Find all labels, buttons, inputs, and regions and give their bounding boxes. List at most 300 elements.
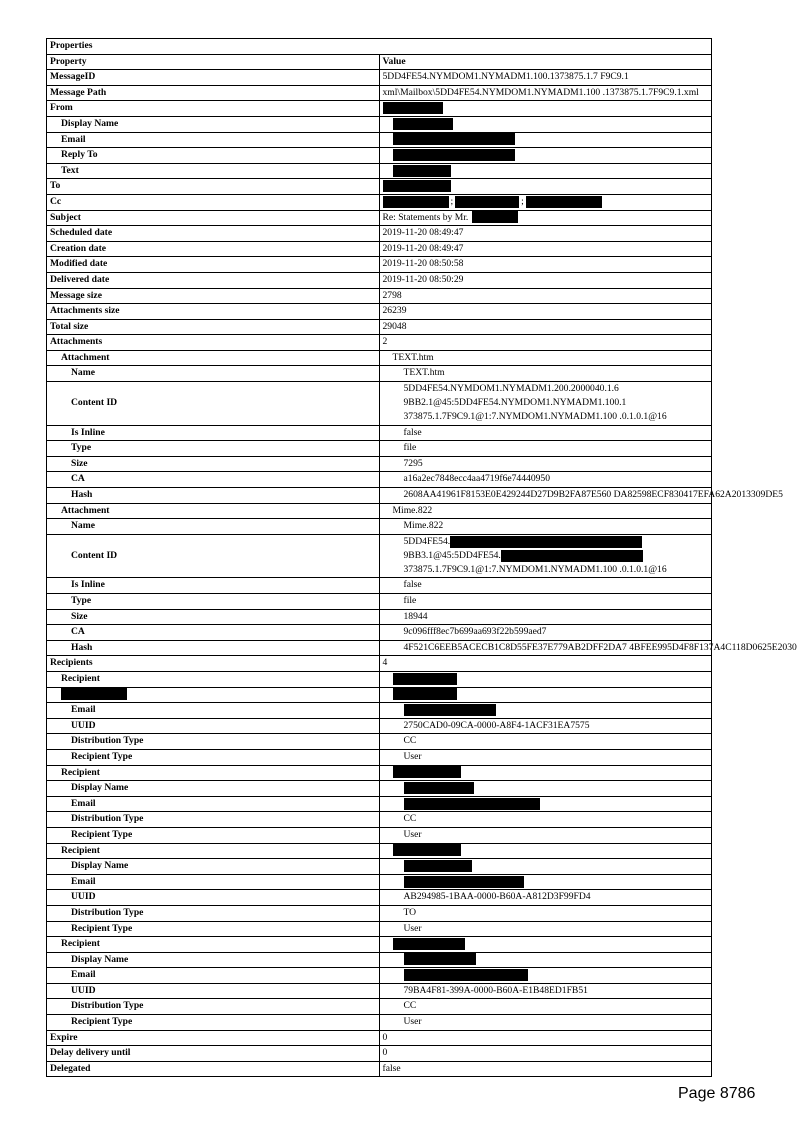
- value-cell: [379, 1061, 712, 1077]
- property-label: Recipient Type: [71, 750, 133, 762]
- value-cell: [379, 656, 712, 672]
- value-cell: [379, 257, 712, 273]
- value-text: User: [403, 750, 422, 762]
- property-label: Message size: [50, 289, 102, 301]
- redaction-block: [383, 196, 449, 208]
- property-column-header: Property: [47, 54, 380, 70]
- value-text: 29048: [382, 320, 407, 332]
- value-cell: [379, 366, 712, 382]
- property-cell: [47, 503, 380, 519]
- property-cell: [47, 534, 380, 578]
- property-label: Total size: [50, 320, 89, 332]
- property-label: Content ID: [71, 550, 118, 562]
- property-label: Attachments: [50, 336, 103, 348]
- value-cell: [379, 350, 712, 366]
- value-cell: [379, 382, 712, 426]
- property-label: Display Name: [71, 860, 129, 872]
- property-label: Text: [61, 164, 79, 176]
- value-cell: [379, 703, 712, 719]
- redaction-block: [393, 165, 451, 177]
- property-label: Creation date: [50, 242, 107, 254]
- table-row: [47, 319, 712, 335]
- value-cell: [379, 1030, 712, 1046]
- property-cell: [47, 425, 380, 441]
- value-text: User: [403, 922, 422, 934]
- property-cell: [47, 116, 380, 132]
- value-text: 79BA4F81-399A-0000-B60A-E1B48ED1FB51: [403, 984, 588, 996]
- property-label: Recipient Type: [71, 1016, 133, 1028]
- value-text: CC: [403, 813, 417, 825]
- value-column-header: Value: [379, 54, 712, 70]
- property-cell: [47, 488, 380, 504]
- value-text: 0: [382, 1047, 388, 1059]
- table-row: [47, 241, 712, 257]
- value-text: 2: [382, 336, 388, 348]
- property-cell: [47, 843, 380, 859]
- redaction-block: [393, 673, 457, 685]
- redaction-block: [404, 860, 472, 872]
- value-line: [404, 410, 712, 424]
- redaction-block: [404, 876, 524, 888]
- value-cell: [379, 781, 712, 797]
- table-row: [47, 335, 712, 351]
- property-label: Email: [71, 875, 96, 887]
- property-cell: [47, 625, 380, 641]
- value-cell: [379, 210, 712, 226]
- value-cell: [379, 594, 712, 610]
- value-text: 2019-11-20 08:50:58: [382, 258, 464, 270]
- table-row: [47, 70, 712, 86]
- redaction-block: [404, 953, 476, 965]
- property-label: Recipient: [61, 766, 100, 778]
- property-label: Delegated: [50, 1062, 91, 1074]
- value-cell: [379, 672, 712, 688]
- property-cell: [47, 921, 380, 937]
- redaction-block: [393, 133, 515, 145]
- property-cell: [47, 609, 380, 625]
- property-cell: [47, 472, 380, 488]
- table-row: [47, 488, 712, 504]
- redaction-block: [404, 782, 474, 794]
- property-cell: [47, 874, 380, 890]
- value-cell: [379, 226, 712, 242]
- value-cell: [379, 70, 712, 86]
- property-label: Distribution Type: [71, 735, 144, 747]
- table-row: [47, 625, 712, 641]
- property-label: Name: [71, 520, 95, 532]
- value-cell: [379, 718, 712, 734]
- property-label: Scheduled date: [50, 227, 113, 239]
- value-text: CC: [403, 735, 417, 747]
- table-title: Properties: [47, 39, 712, 55]
- table-row: [47, 1015, 712, 1031]
- table-row: [47, 148, 712, 164]
- value-text: 373875.1.7F9C9.1@1:7.NYMDOM1.NYMADM1.100 .0.1.0.1@16: [403, 411, 667, 423]
- value-text: 2798: [382, 289, 402, 301]
- value-text: 26239: [382, 305, 407, 317]
- property-label: Name: [71, 367, 95, 379]
- property-cell: [47, 70, 380, 86]
- table-row: [47, 999, 712, 1015]
- table-row: [47, 1061, 712, 1077]
- property-cell: [47, 827, 380, 843]
- value-text: TEXT.htm: [392, 351, 434, 363]
- property-label: Type: [71, 595, 92, 607]
- property-label: From: [50, 102, 73, 114]
- redaction-block: [404, 704, 496, 716]
- property-label: Is Inline: [71, 426, 105, 438]
- property-cell: [47, 749, 380, 765]
- value-cell: [379, 874, 712, 890]
- property-cell: [47, 703, 380, 719]
- value-cell: [379, 488, 783, 504]
- value-text: 5DD4FE54.: [403, 535, 451, 547]
- value-cell: [379, 859, 712, 875]
- table-row: [47, 905, 712, 921]
- property-cell: [47, 519, 380, 535]
- value-text: 18944: [403, 610, 428, 622]
- property-label: Recipient: [61, 673, 100, 684]
- property-cell: [47, 687, 380, 703]
- table-row: [47, 441, 712, 457]
- property-cell: [47, 132, 380, 148]
- value-cell: [379, 179, 712, 195]
- value-line: [404, 535, 712, 549]
- value-cell: [379, 85, 712, 101]
- value-text: Re: Statements by Mr.: [382, 211, 469, 223]
- value-cell: [379, 534, 712, 578]
- table-row: [47, 843, 712, 859]
- table-row: [47, 734, 712, 750]
- property-cell: [47, 257, 380, 273]
- value-text: 5DD4FE54.NYMDOM1.NYMADM1.100.1373875.1.7 F9C9.1: [382, 71, 629, 83]
- table-row: [47, 672, 712, 688]
- table-row: [47, 796, 712, 812]
- redaction-block: [61, 688, 127, 700]
- property-cell: [47, 672, 380, 688]
- value-text: Mime.822: [403, 520, 444, 532]
- table-row: [47, 781, 712, 797]
- property-label: Email: [71, 704, 96, 716]
- property-cell: [47, 441, 380, 457]
- table-row: [47, 101, 712, 117]
- property-label: Distribution Type: [71, 906, 144, 918]
- property-cell: [47, 812, 380, 828]
- value-cell: [379, 765, 712, 781]
- property-label: Hash: [71, 641, 93, 653]
- property-label: UUID: [71, 984, 96, 996]
- value-cell: [379, 921, 712, 937]
- table-row: [47, 968, 712, 984]
- value-text: User: [403, 828, 422, 840]
- redaction-block: [501, 550, 643, 562]
- value-cell: [379, 163, 712, 179]
- property-label: CA: [71, 473, 85, 485]
- table-row: [47, 304, 712, 320]
- value-text: 2608AA41961F8153E0E429244D27D9B2FA87E560 DA82598ECF830417EFA62A2013309DE5: [403, 489, 783, 501]
- value-cell: [379, 843, 712, 859]
- property-cell: [47, 366, 380, 382]
- value-cell: [379, 519, 712, 535]
- table-row: [47, 194, 712, 210]
- property-cell: [47, 937, 380, 953]
- table-row: [47, 534, 712, 578]
- value-cell: [379, 937, 712, 953]
- value-text: 7295: [403, 457, 423, 469]
- value-cell: [379, 796, 712, 812]
- value-cell: [379, 952, 712, 968]
- property-cell: [47, 1030, 380, 1046]
- separator: ;: [450, 195, 454, 207]
- property-cell: [47, 999, 380, 1015]
- redaction-block: [393, 149, 515, 161]
- table-row: [47, 890, 712, 906]
- value-cell: [379, 749, 712, 765]
- property-cell: [47, 1015, 380, 1031]
- table-row: [47, 163, 712, 179]
- redaction-block: [393, 938, 465, 950]
- table-row: [47, 640, 712, 656]
- property-label: Attachments size: [50, 305, 120, 317]
- property-cell: [47, 163, 380, 179]
- value-cell: [379, 625, 712, 641]
- property-cell: [47, 968, 380, 984]
- property-cell: [47, 640, 380, 656]
- table-row: [47, 257, 712, 273]
- table-row: [47, 382, 712, 426]
- value-text: AB294985-1BAA-0000-B60A-A812D3F99FD4: [403, 891, 591, 903]
- table-row: [47, 116, 712, 132]
- property-cell: [47, 734, 380, 750]
- property-label: Modified date: [50, 258, 108, 270]
- property-cell: [47, 656, 380, 672]
- value-cell: [379, 425, 712, 441]
- table-row: [47, 350, 712, 366]
- table-row: [47, 921, 712, 937]
- property-cell: [47, 594, 380, 610]
- value-cell: [379, 640, 797, 656]
- table-row: [47, 288, 712, 304]
- value-cell: [379, 578, 712, 594]
- value-cell: [379, 472, 712, 488]
- table-row: [47, 132, 712, 148]
- value-text: 2019-11-20 08:49:47: [382, 227, 464, 239]
- property-cell: [47, 890, 380, 906]
- value-text: xml\Mailbox\5DD4FE54.NYMDOM1.NYMADM1.100 .1373875.1.7F9C9.1.xml: [382, 86, 699, 98]
- value-cell: [379, 288, 712, 304]
- table-row: [47, 765, 712, 781]
- property-label: To: [50, 180, 61, 192]
- property-label: Size: [71, 610, 88, 622]
- table-row: [47, 827, 712, 843]
- value-cell: [379, 335, 712, 351]
- property-cell: [47, 319, 380, 335]
- property-label: Distribution Type: [71, 813, 144, 825]
- value-cell: [379, 272, 712, 288]
- value-cell: [379, 304, 712, 320]
- redaction-block: [393, 766, 461, 778]
- value-line: [404, 563, 712, 577]
- table-row: [47, 983, 712, 999]
- properties-table-body: [47, 39, 797, 1077]
- property-cell: [47, 765, 380, 781]
- property-cell: [47, 241, 380, 257]
- property-cell: [47, 1046, 380, 1062]
- property-cell: [47, 796, 380, 812]
- property-label: UUID: [71, 891, 96, 903]
- property-cell: [47, 148, 380, 164]
- value-cell: [379, 812, 712, 828]
- value-text: a16a2ec7848ecc4aa4719f6e74440950: [403, 473, 551, 485]
- property-label: Attachment: [61, 504, 110, 516]
- table-row: [47, 656, 712, 672]
- value-cell: [379, 609, 712, 625]
- table-row: [47, 718, 712, 734]
- property-cell: [47, 226, 380, 242]
- property-cell: [47, 288, 380, 304]
- redaction-block: [526, 196, 602, 208]
- table-row: [47, 937, 712, 953]
- value-cell: [379, 1015, 712, 1031]
- table-row: [47, 594, 712, 610]
- property-label: UUID: [71, 719, 96, 731]
- value-cell: [379, 319, 712, 335]
- table-header-row: [47, 54, 712, 70]
- value-cell: [379, 116, 712, 132]
- value-text: false: [403, 579, 422, 591]
- value-text: 2019-11-20 08:50:29: [382, 273, 464, 285]
- value-text: TEXT.htm: [403, 367, 445, 379]
- value-text: Mime.822: [392, 504, 433, 516]
- value-text: 2750CAD0-09CA-0000-A8F4-1ACF31EA7575: [403, 719, 590, 731]
- table-row: [47, 687, 712, 703]
- property-cell: [47, 905, 380, 921]
- value-text: 373875.1.7F9C9.1@1:7.NYMDOM1.NYMADM1.100 .0.1.0.1@16: [403, 564, 667, 576]
- property-label: Delivered date: [50, 273, 110, 285]
- property-cell: [47, 456, 380, 472]
- value-text: 0: [382, 1031, 388, 1043]
- property-cell: [47, 210, 380, 226]
- property-label: Display Name: [71, 953, 129, 965]
- property-label: Email: [71, 969, 96, 981]
- table-title-row: [47, 39, 712, 55]
- value-line: [404, 396, 712, 410]
- property-cell: [47, 179, 380, 195]
- property-cell: [47, 335, 380, 351]
- table-row: [47, 874, 712, 890]
- property-label: Subject: [50, 211, 81, 223]
- value-text: CC: [403, 1000, 417, 1012]
- table-row: [47, 703, 712, 719]
- value-cell: [379, 968, 712, 984]
- properties-table: [46, 38, 797, 1077]
- property-cell: [47, 101, 380, 117]
- table-row: [47, 812, 712, 828]
- property-cell: [47, 952, 380, 968]
- property-label: Email: [71, 797, 96, 809]
- property-cell: [47, 382, 380, 426]
- table-row: [47, 179, 712, 195]
- property-label: Content ID: [71, 397, 118, 409]
- redaction-block: [393, 688, 457, 700]
- property-label: Expire: [50, 1031, 78, 1043]
- value-cell: [379, 687, 712, 703]
- property-cell: [47, 1061, 380, 1077]
- value-cell: [379, 905, 712, 921]
- table-row: [47, 456, 712, 472]
- property-label: Email: [61, 133, 86, 145]
- table-row: [47, 210, 712, 226]
- table-row: [47, 1030, 712, 1046]
- property-label: Attachment: [61, 351, 110, 363]
- property-label: Display Name: [61, 117, 119, 129]
- value-cell: [379, 827, 712, 843]
- redaction-block: [472, 211, 518, 223]
- value-text: false: [382, 1062, 401, 1074]
- value-cell: [379, 890, 712, 906]
- value-cell: [379, 194, 712, 210]
- value-line: [404, 382, 712, 396]
- table-row: [47, 609, 712, 625]
- table-row: [47, 519, 712, 535]
- property-cell: [47, 718, 380, 734]
- property-label: Distribution Type: [71, 1000, 144, 1012]
- property-cell: [47, 859, 380, 875]
- redaction-block: [404, 969, 528, 981]
- value-cell: [379, 999, 712, 1015]
- table-row: [47, 952, 712, 968]
- property-label: Recipient: [61, 844, 100, 856]
- redaction-block: [393, 118, 453, 130]
- table-row: [47, 749, 712, 765]
- property-label: Delay delivery until: [50, 1047, 131, 1059]
- redaction-block: [383, 180, 451, 192]
- table-row: [47, 226, 712, 242]
- property-cell: [47, 350, 380, 366]
- value-text: 9BB3.1@45:5DD4FE54.: [403, 550, 501, 562]
- property-label: Size: [71, 457, 88, 469]
- table-row: [47, 366, 712, 382]
- property-label: CA: [71, 626, 85, 638]
- value-text: 4: [382, 657, 388, 669]
- value-text: false: [403, 426, 422, 438]
- property-label: Display Name: [71, 782, 129, 794]
- value-cell: [379, 983, 712, 999]
- value-text: User: [403, 1016, 422, 1028]
- redaction-block: [383, 102, 443, 114]
- property-cell: [47, 578, 380, 594]
- table-row: [47, 425, 712, 441]
- property-label: Reply To: [61, 149, 98, 161]
- value-text: file: [403, 595, 417, 607]
- property-cell: [47, 983, 380, 999]
- value-cell: [379, 441, 712, 457]
- table-row: [47, 578, 712, 594]
- value-cell: [379, 148, 712, 164]
- property-label: Message Path: [50, 86, 107, 98]
- table-row: [47, 272, 712, 288]
- property-label: Is Inline: [71, 579, 105, 591]
- redaction-block: [450, 536, 642, 548]
- table-row: [47, 1046, 712, 1062]
- value-cell: [379, 132, 712, 148]
- table-row: [47, 859, 712, 875]
- value-text: 4F521C6EEB5ACECB1C8D55FE37E779AB2DFF2DA7 4BFEE995D4F8F137A4C118D0625E2030: [403, 641, 797, 653]
- table-row: [47, 472, 712, 488]
- property-label: Hash: [71, 489, 93, 501]
- value-cell: [379, 503, 712, 519]
- value-line: [404, 549, 712, 563]
